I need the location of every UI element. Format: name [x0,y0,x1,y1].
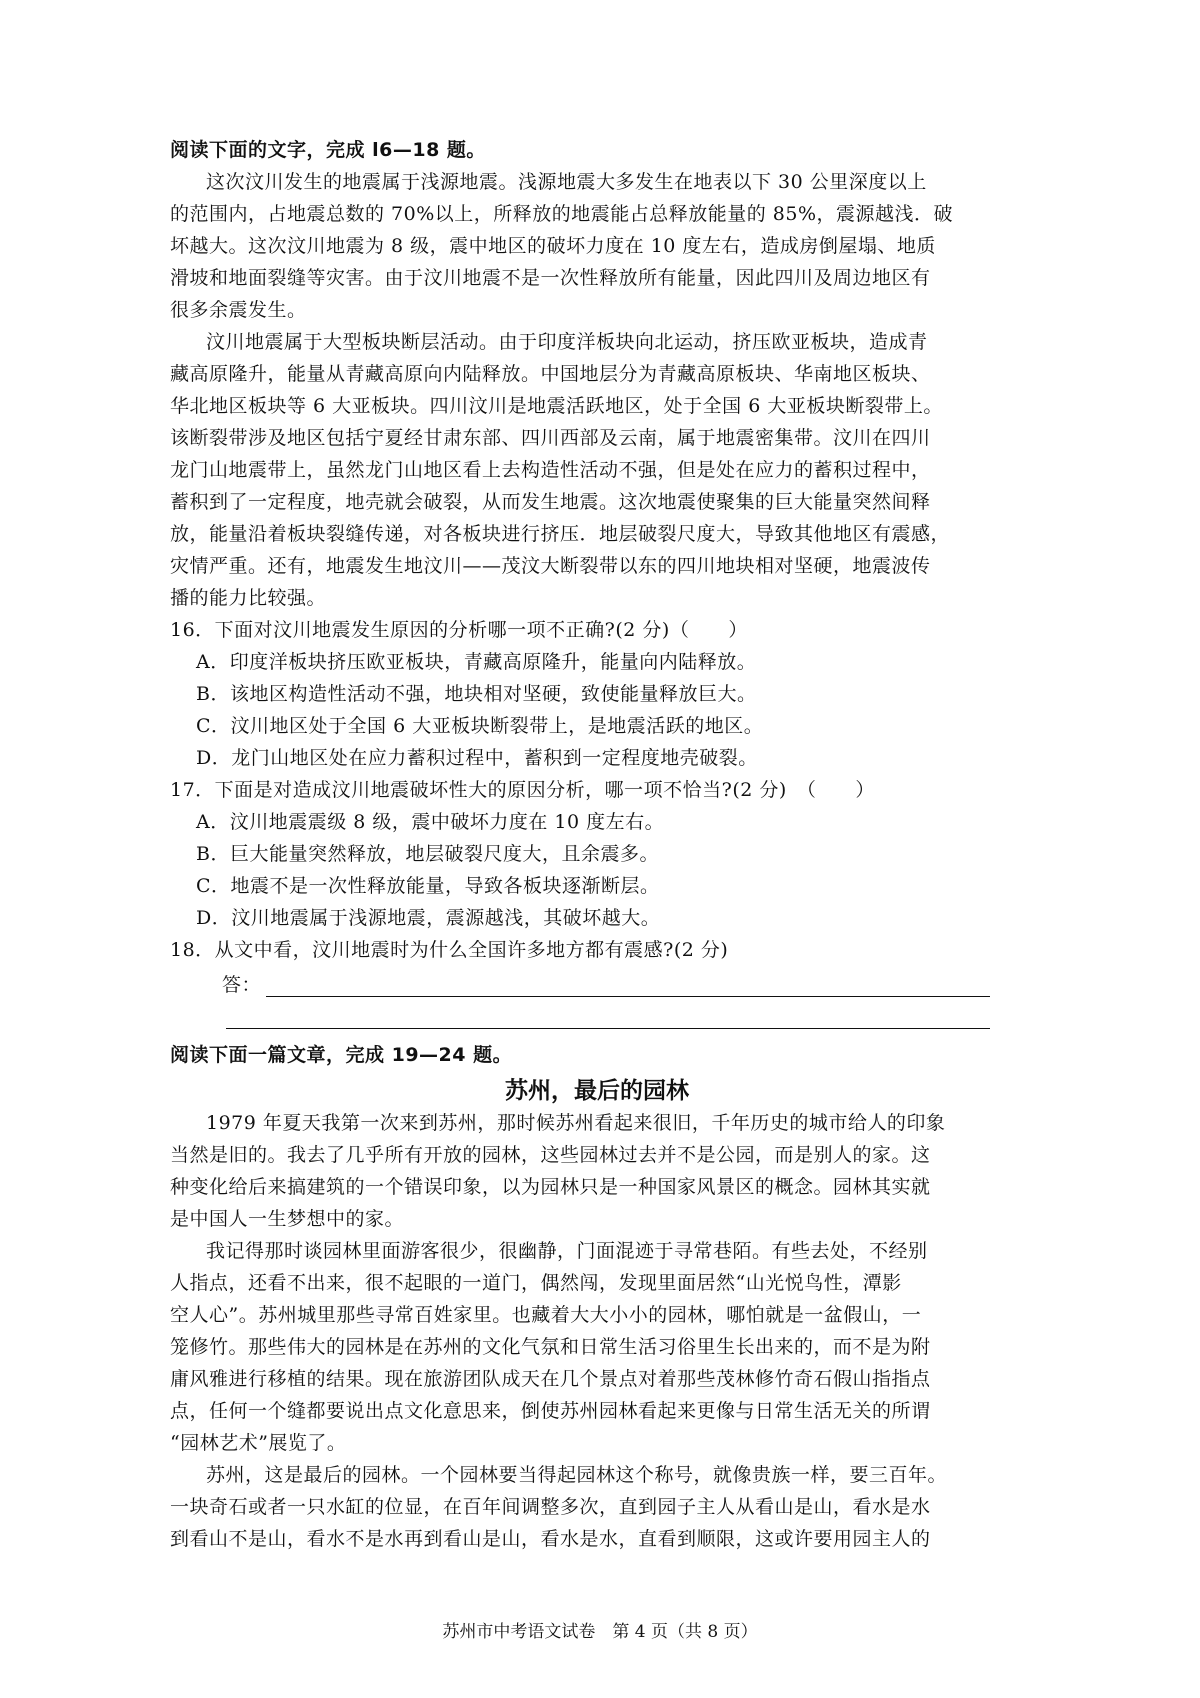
passage-line: 笼修竹。那些伟大的园林是在苏州的文化气氛和日常生活习俗里生长出来的，而不是为附 [170,1336,931,1358]
passage-line: 人指点，还看不出来，很不起眼的一道门，偶然闯，发现里面居然“山光悦鸟性，潭影 [170,1272,902,1294]
passage-line: 种变化给后来搞建筑的一个错误印象，以为园林只是一种国家风景区的概念。园林其实就 [170,1176,931,1198]
passage-line: 一块奇石或者一只水缸的位显，在百年间调整多次，直到园子主人从看山是山，看水是水 [170,1496,931,1518]
passage-line: 的范围内，占地震总数的 70%以上，所释放的地震能占总释放能量的 85%，震源越浅．破 [170,203,954,225]
page-footer: 苏州市中考语文试卷 第 4 页（共 8 页） [442,1622,758,1642]
passage-line: 到看山不是山，看水不是水再到看山是山，看水是水，直看到顺限，这或许要用园主人的 [170,1528,931,1550]
passage-line: 空人心”。苏州城里那些寻常百姓家里。也藏着大大小小的园林，哪怕就是一盆假山，一 [170,1304,922,1326]
article-title: 苏州，最后的园林 [505,1078,689,1104]
question-17-option-d: D．汶川地震属于浅源地震，震源越浅，其破坏越大。 [196,907,661,929]
passage-line: 当然是旧的。我去了几乎所有开放的园林，这些园林过去并不是公园，而是别人的家。这 [170,1144,931,1166]
answer-line[interactable] [266,996,990,997]
passage-line: 滑坡和地面裂缝等灾害。由于汶川地震不是一次性释放所有能量，因此四川及周边地区有 [170,267,931,289]
answer-label: 答： [222,974,262,996]
passage-line: 很多余震发生。 [170,299,307,321]
passage-line: 该断裂带涉及地区包括宁夏经甘肃东部、四川西部及云南，属于地震密集带。汶川在四川 [170,427,931,449]
passage-line: 藏高原隆升，能量从青藏高原向内陆释放。中国地层分为青藏高原板块、华南地区板块、 [170,363,931,385]
question-17-option-b: B．巨大能量突然释放，地层破裂尺度大，且余震多。 [196,843,659,865]
passage-line: 我记得那时谈园林里面游客很少，很幽静，门面混迹于寻常巷陌。有些去处，不经别 [206,1240,928,1262]
passage-line: 放，能量沿着板块裂缝传递，对各板块进行挤压．地层破裂尺度大，导致其他地区有震感， [170,523,951,545]
passage-line: 坏越大。这次汶川地震为 8 级，震中地区的破坏力度在 10 度左右，造成房倒屋塌、地质 [170,235,936,257]
passage-line: 播的能力比较强。 [170,587,327,609]
passage-line: 华北地区板块等 6 大亚板块。四川汶川是地震活跃地区，处于全国 6 大亚板块断裂带上。 [170,395,943,417]
passage-line: 蓄积到了一定程度，地壳就会破裂，从而发生地震。这次地震使聚集的巨大能量突然间释 [170,491,931,513]
passage-line: 点，任何一个缝都要说出点文化意思来，倒使苏州园林看起来更像与日常生活无关的所谓 [170,1400,931,1422]
passage-line: 龙门山地震带上，虽然龙门山地区看上去构造性活动不强，但是处在应力的蓄积过程中， [170,459,931,481]
passage-line: 是中国人一生梦想中的家。 [170,1208,405,1230]
question-18-stem: 18．从文中看，汶川地震时为什么全国许多地方都有震感?(2 分) [170,939,729,961]
answer-line[interactable] [226,1028,990,1029]
passage-line: 庸风雅进行移植的结果。现在旅游团队成天在几个景点对着那些茂林修竹奇石假山指指点 [170,1368,931,1390]
passage-line: “园林艺术”展览了。 [170,1432,347,1454]
passage-line: 1979 年夏天我第一次来到苏州，那时候苏州看起来很旧，千年历史的城市给人的印象 [206,1112,946,1134]
question-16-stem: 16．下面对汶川地震发生原因的分析哪一项不正确?(2 分)（ ） [170,619,748,641]
question-17-stem: 17．下面是对造成汶川地震破坏性大的原因分析，哪一项不恰当?(2 分) （ ） [170,779,875,801]
passage-line: 汶川地震属于大型板块断层活动。由于印度洋板块向北运动，挤压欧亚板块，造成青 [206,331,928,353]
passage-line: 这次汶川发生的地震属于浅源地震。浅源地震大多发生在地表以下 30 公里深度以上 [206,171,927,193]
section1-heading: 阅读下面的文字，完成 l6—18 题。 [170,139,486,161]
question-16-option-d: D．龙门山地区处在应力蓄积过程中，蓄积到一定程度地壳破裂。 [196,747,758,769]
question-16-option-b: B．该地区构造性活动不强，地块相对坚硬，致使能量释放巨大。 [196,683,757,705]
question-17-option-a: A．汶川地震震级 8 级，震中破坏力度在 10 度左右。 [196,811,665,833]
section2-heading: 阅读下面一篇文章，完成 19—24 题。 [170,1044,513,1066]
passage-line: 苏州，这是最后的园林。一个园林要当得起园林这个称号，就像贵族一样，要三百年。 [206,1464,948,1486]
passage-line: 灾情严重。还有，地震发生地汶川——茂汶大断裂带以东的四川地块相对坚硬，地震波传 [170,555,931,577]
question-16-option-c: C．汶川地区处于全国 6 大亚板块断裂带上，是地震活跃的地区。 [196,715,764,737]
question-16-option-a: A．印度洋板块挤压欧亚板块，青藏高原隆升，能量向内陆释放。 [196,651,757,673]
question-17-option-c: C．地震不是一次性释放能量，导致各板块逐渐断层。 [196,875,660,897]
